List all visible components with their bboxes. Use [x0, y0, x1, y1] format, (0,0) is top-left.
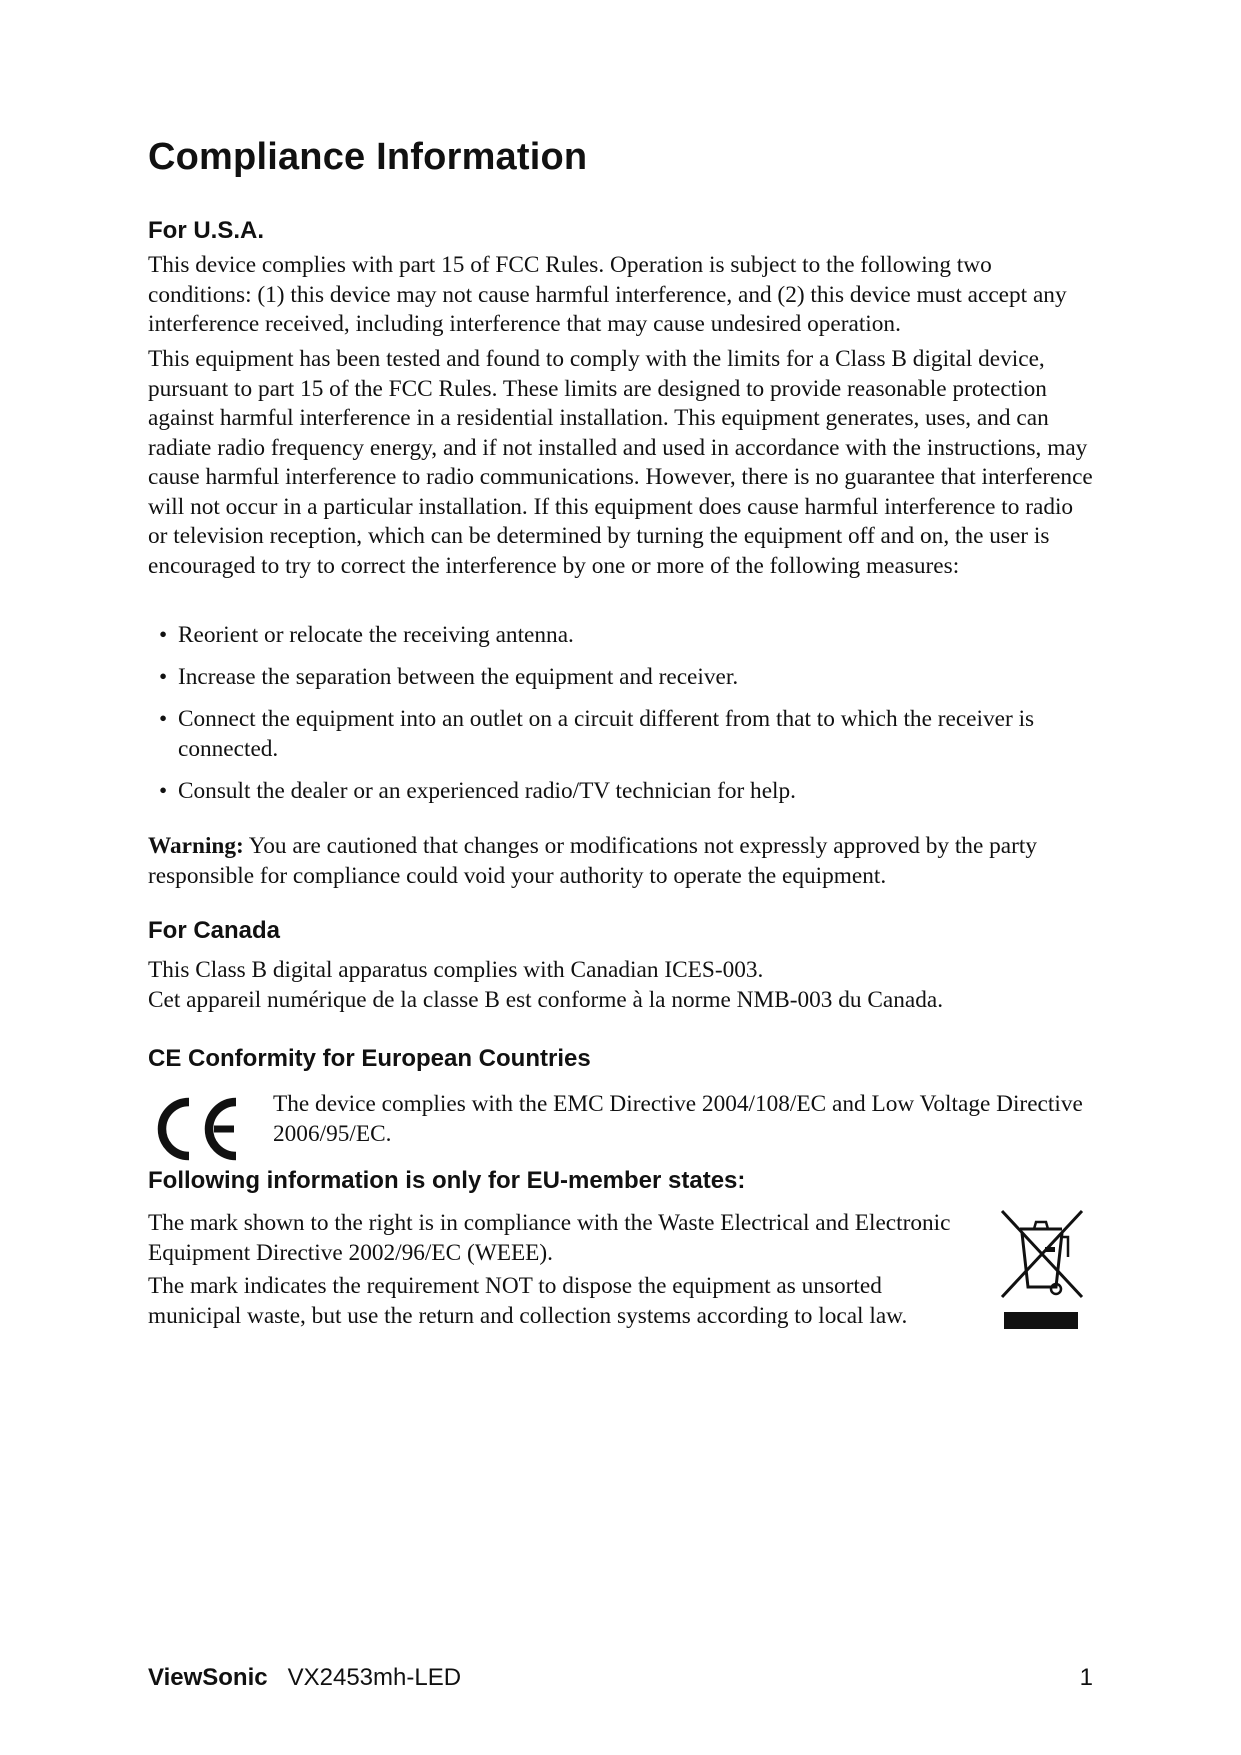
ce-heading: CE Conformity for European Countries	[148, 1045, 591, 1072]
page-title: Compliance Information	[148, 136, 588, 178]
ce-mark-icon	[156, 1096, 244, 1162]
list-item	[148, 663, 1093, 693]
measure-text: Reorient or relocate the receiving antenna.	[178, 622, 574, 648]
list-item	[148, 705, 1093, 764]
measure-text: Consult the dealer or an experienced radio/TV technician for help.	[178, 777, 796, 804]
bullet: •	[159, 706, 168, 732]
usa-paragraph-1: This device complies with part 15 of FCC Rules. Operation is subject to the following two conditions: (1) this device may not cause harmful interference, and (2) this device must accept any interference received, including interference that may cause undesired operation.	[148, 252, 1067, 337]
canada-line-2: Cet appareil numérique de la classe B est conforme à la norme NMB-003 du Canada.	[148, 987, 944, 1013]
bullet: •	[159, 777, 168, 804]
footer-model: VX2453mh-LED	[287, 1664, 462, 1691]
canada-line-1: This Class B digital apparatus complies with Canadian ICES-003.	[148, 957, 764, 983]
eu-heading: Following information is only for EU-member states:	[148, 1167, 746, 1194]
crossed-out-wheelie-bin-icon	[998, 1207, 1088, 1329]
measure-text: Connect the equipment into an outlet on a circuit different from that to which the receiver is connected.	[178, 706, 1035, 762]
measure-text: Increase the separation between the equipment and receiver.	[178, 664, 739, 690]
list-item	[148, 777, 1093, 807]
document-page	[148, 0, 1093, 1755]
weee-text-block	[148, 1209, 978, 1331]
footer-brand: ViewSonic	[148, 1664, 268, 1691]
page-number: 1	[1079, 1664, 1093, 1691]
page-footer	[148, 1664, 1093, 1696]
warning-text: You are cautioned that changes or modifications not expressly approved by the party responsible for compliance could void your authority to operate the equipment.	[148, 833, 1037, 889]
measures-list	[148, 621, 1093, 819]
bullet: •	[159, 664, 168, 690]
bullet: •	[159, 622, 168, 648]
ce-text: The device complies with the EMC Directive 2004/108/EC and Low Voltage Directive 2006/95/EC.	[273, 1091, 1083, 1147]
usa-heading: For U.S.A.	[148, 217, 265, 244]
canada-heading: For Canada	[148, 917, 281, 944]
warning-label: Warning:	[148, 833, 244, 859]
ce-row	[148, 1090, 1093, 1170]
weee-paragraph-2: The mark indicates the requirement NOT to dispose the equipment as unsorted municipal waste, but use the return and collection systems according to local law.	[148, 1273, 908, 1329]
list-item	[148, 621, 1093, 651]
weee-paragraph-1: The mark shown to the right is in compliance with the Waste Electrical and Electronic Equipment Directive 2002/96/EC (WEEE).	[148, 1210, 951, 1266]
warning-paragraph	[148, 832, 1093, 891]
usa-paragraph-2: This equipment has been tested and found to comply with the limits for a Class B digital device, pursuant to part 15 of the FCC Rules. These limits are designed to provide reasonable protection against harmful interference in a residential installation. This equipment generates, uses, and can radiate radio frequency energy, and if not installed and used in accordance with the instructions, may cause harmful interference to radio communications. However, there is no guarantee that interference will not occur in a particular installation. If this equipment does cause harmful interference to radio or television reception, which can be determined by turning the equipment off and on, the user is encouraged to try to correct the interference by one or more of the following measures:	[148, 346, 1093, 579]
